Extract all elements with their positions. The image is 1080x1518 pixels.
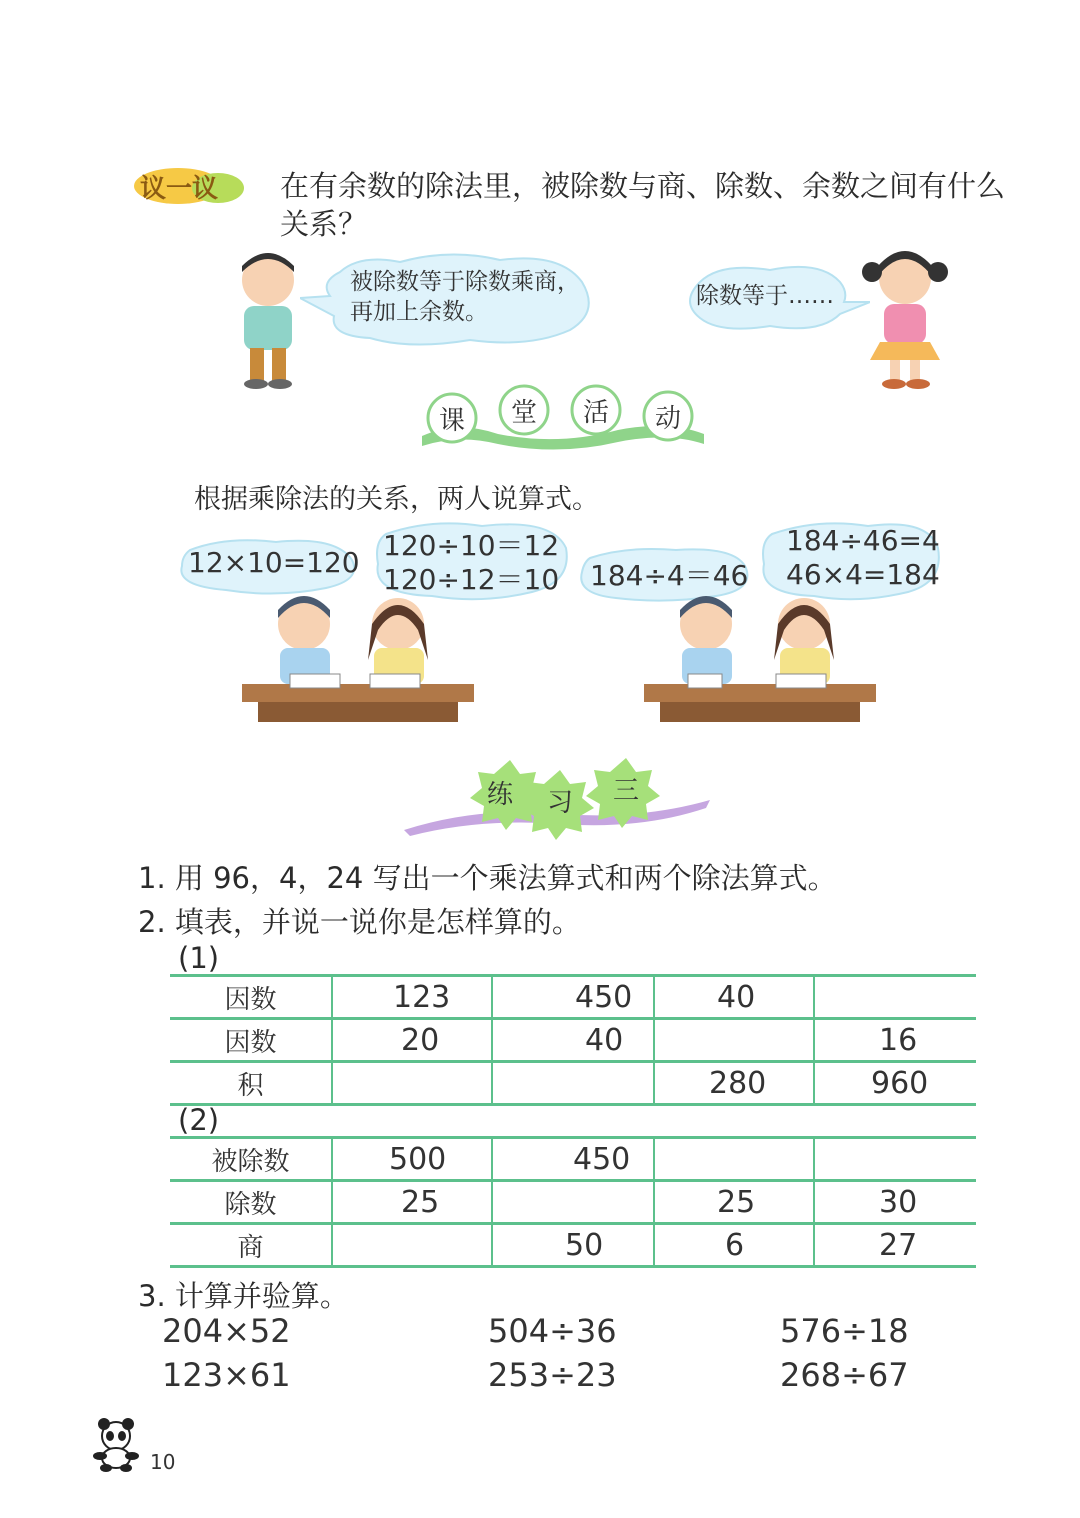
exercise-title-char-2: 习 [547, 788, 574, 818]
table-row-label: 因数 [170, 1019, 332, 1062]
table-cell: 25 [654, 1181, 814, 1224]
table-cell: 6 [654, 1224, 814, 1267]
table-cell: 500 [332, 1138, 492, 1181]
table-cell: 280 [654, 1062, 814, 1105]
panda-icon [90, 1418, 142, 1474]
table-cell: 450 [492, 1138, 654, 1181]
table-cell: 16 [814, 1019, 976, 1062]
table-cell: 20 [332, 1019, 492, 1062]
girl-illustration [850, 248, 960, 390]
exercise-question-3: 3. 计算并验算。 [138, 1279, 349, 1313]
calc-item: 204×52 [162, 1312, 291, 1350]
dividend-quotient-table [170, 1136, 976, 1268]
exercise-question-1: 1. 用 96，4，24 写出一个乘法算式和两个除法算式。 [138, 861, 837, 895]
calc-item: 504÷36 [488, 1312, 617, 1350]
right-desk-illustration [640, 590, 880, 730]
boy-illustration [228, 250, 308, 390]
table-cell [332, 1062, 492, 1105]
activity-title-char-2: 堂 [511, 398, 538, 428]
left-boy-equation: 12×10=120 [188, 546, 360, 579]
table-cell: 960 [814, 1062, 976, 1105]
calc-item: 268÷67 [780, 1356, 909, 1394]
table-row-label: 因数 [170, 976, 332, 1019]
activity-title-char-3: 活 [583, 398, 610, 428]
table2-label: (2) [178, 1103, 220, 1137]
table-row-label: 被除数 [170, 1138, 332, 1181]
activity-title-char-4: 动 [655, 404, 682, 434]
table-cell [492, 1062, 654, 1105]
table-cell [654, 1019, 814, 1062]
table-cell: 123 [332, 976, 492, 1019]
page-number: 10 [150, 1450, 176, 1474]
exercise-title-char-1: 练 [487, 780, 514, 810]
table-cell: 450 [492, 976, 654, 1019]
table-cell [492, 1181, 654, 1224]
factor-product-table [170, 974, 976, 1106]
table-cell [814, 976, 976, 1019]
table-row [170, 1019, 976, 1062]
table-row [170, 1181, 976, 1224]
table-row [170, 1138, 976, 1181]
calc-item: 576÷18 [780, 1312, 909, 1350]
boy-bubble-line2: 再加上余数。 [350, 299, 488, 325]
left-desk-illustration [238, 590, 478, 730]
right-boy-equation: 184÷4＝46 [590, 559, 749, 592]
discuss-badge [132, 164, 250, 206]
table-row-label: 积 [170, 1062, 332, 1105]
exercise-question-2: 2. 填表，并说一说你是怎样算的。 [138, 905, 581, 939]
left-girl-equation-1: 120÷10＝12 [383, 529, 560, 562]
table-cell [332, 1224, 492, 1267]
table-cell [654, 1138, 814, 1181]
table-cell [814, 1138, 976, 1181]
table-row [170, 1062, 976, 1105]
table-cell: 50 [492, 1224, 654, 1267]
table-row-label: 商 [170, 1224, 332, 1267]
table-row [170, 1224, 976, 1267]
boy-bubble-line1: 被除数等于除数乘商， [350, 269, 580, 295]
right-girl-equation-2: 46×4=184 [786, 558, 940, 591]
table1-label: (1) [178, 941, 220, 975]
table-row [170, 976, 976, 1019]
calc-item: 123×61 [162, 1356, 291, 1394]
right-girl-equation-1: 184÷46=4 [786, 524, 940, 557]
table-row-label: 除数 [170, 1181, 332, 1224]
exercise-title-char-3: 三 [613, 776, 640, 806]
table-cell: 27 [814, 1224, 976, 1267]
calc-item: 253÷23 [488, 1356, 617, 1394]
table-cell: 25 [332, 1181, 492, 1224]
table-cell: 40 [492, 1019, 654, 1062]
girl-bubble-text: 除数等于…… [696, 283, 834, 309]
discuss-badge-label: 议一议 [140, 174, 219, 204]
activity-instruction: 根据乘除法的关系，两人说算式。 [194, 484, 599, 515]
discuss-question-line2: 关系？ [280, 207, 368, 241]
table-cell: 30 [814, 1181, 976, 1224]
discuss-question-line1: 在有余数的除法里，被除数与商、除数、余数之间有什么 [280, 169, 1006, 203]
activity-title-char-1: 课 [439, 406, 466, 436]
left-girl-equation-2: 120÷12＝10 [383, 563, 560, 596]
table-cell: 40 [654, 976, 814, 1019]
